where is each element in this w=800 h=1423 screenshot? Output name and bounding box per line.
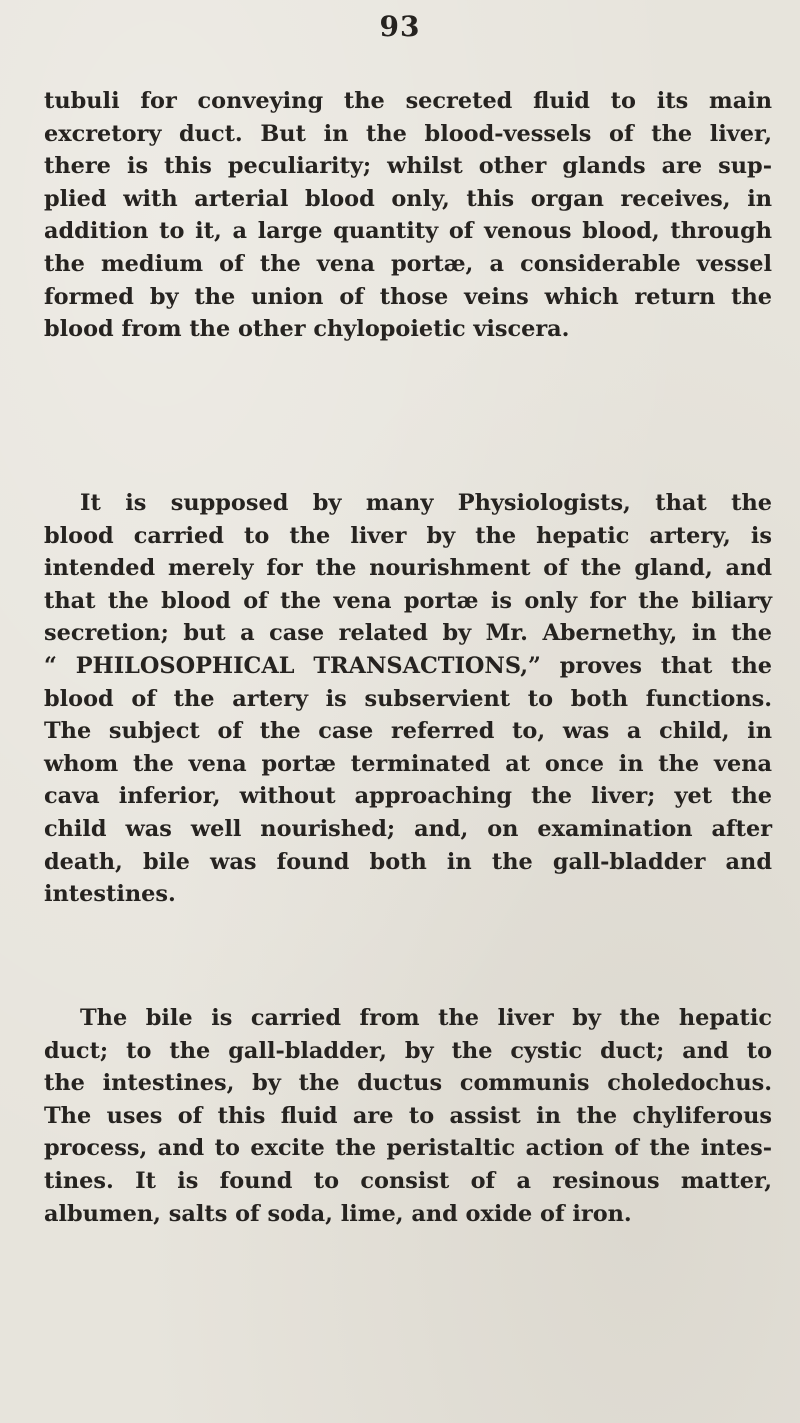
text-line: blood carried to the liver by the hepatic artery, is <box>44 522 772 549</box>
text-line: blood of the artery is subservient to both functions. <box>44 685 772 712</box>
text-line: process, and to excite the peristaltic action of the intes- <box>44 1135 772 1162</box>
text-line: tubuli for conveying the secreted fluid to its main <box>44 88 772 114</box>
text-line: plied with arterial blood only, this organ receives, in <box>44 185 772 212</box>
paragraph-liver-blood-supply <box>44 85 772 346</box>
text-line: addition to it, a large quantity of venous blood, through <box>44 218 772 245</box>
text-line: the medium of the vena portæ, a considerable vessel <box>44 250 772 277</box>
text-line: The subject of the case referred to, was a child, in <box>44 718 772 745</box>
text-line: intended merely for the nourishment of the gland, and <box>44 555 772 582</box>
text-line: The uses of this fluid are to assist in the chyliferous <box>44 1102 772 1129</box>
text-line: excretory duct. But in the blood-vessels of the liver, <box>44 120 772 147</box>
text-line: that the blood of the vena portæ is only for the biliary <box>44 587 772 614</box>
text-line: formed by the union of those veins which return the <box>44 283 772 310</box>
text-line: It is supposed by many Physiologists, that the <box>80 490 772 516</box>
page-number: 93 <box>379 10 421 43</box>
paragraph-physiologists <box>44 487 772 911</box>
text-line: intestines. <box>44 881 176 908</box>
text-line: tines. It is found to consist of a resinous matter, <box>44 1167 772 1194</box>
text-line: child was well nourished; and, on examination after <box>44 815 772 842</box>
text-line: secretion; but a case related by Mr. Abernethy, in the <box>44 620 772 647</box>
text-line: “ PHILOSOPHICAL TRANSACTIONS,” proves that the <box>44 652 772 679</box>
text-line: there is this peculiarity; whilst other glands are sup- <box>44 153 772 180</box>
text-line: The bile is carried from the liver by the hepatic <box>80 1005 772 1031</box>
text-line: albumen, salts of soda, lime, and oxide of iron. <box>44 1200 632 1227</box>
text-line: duct; to the gall-bladder, by the cystic duct; and to <box>44 1037 772 1064</box>
text-line: death, bile was found both in the gall-bladder and <box>44 848 772 875</box>
text-line: blood from the other chylopoietic viscera. <box>44 316 570 343</box>
text-line: the intestines, by the ductus communis choledochus. <box>44 1070 772 1097</box>
paragraph-bile <box>44 1002 772 1230</box>
text-line: whom the vena portæ terminated at once in the vena <box>44 750 772 777</box>
text-line: cava inferior, without approaching the liver; yet the <box>44 783 772 810</box>
